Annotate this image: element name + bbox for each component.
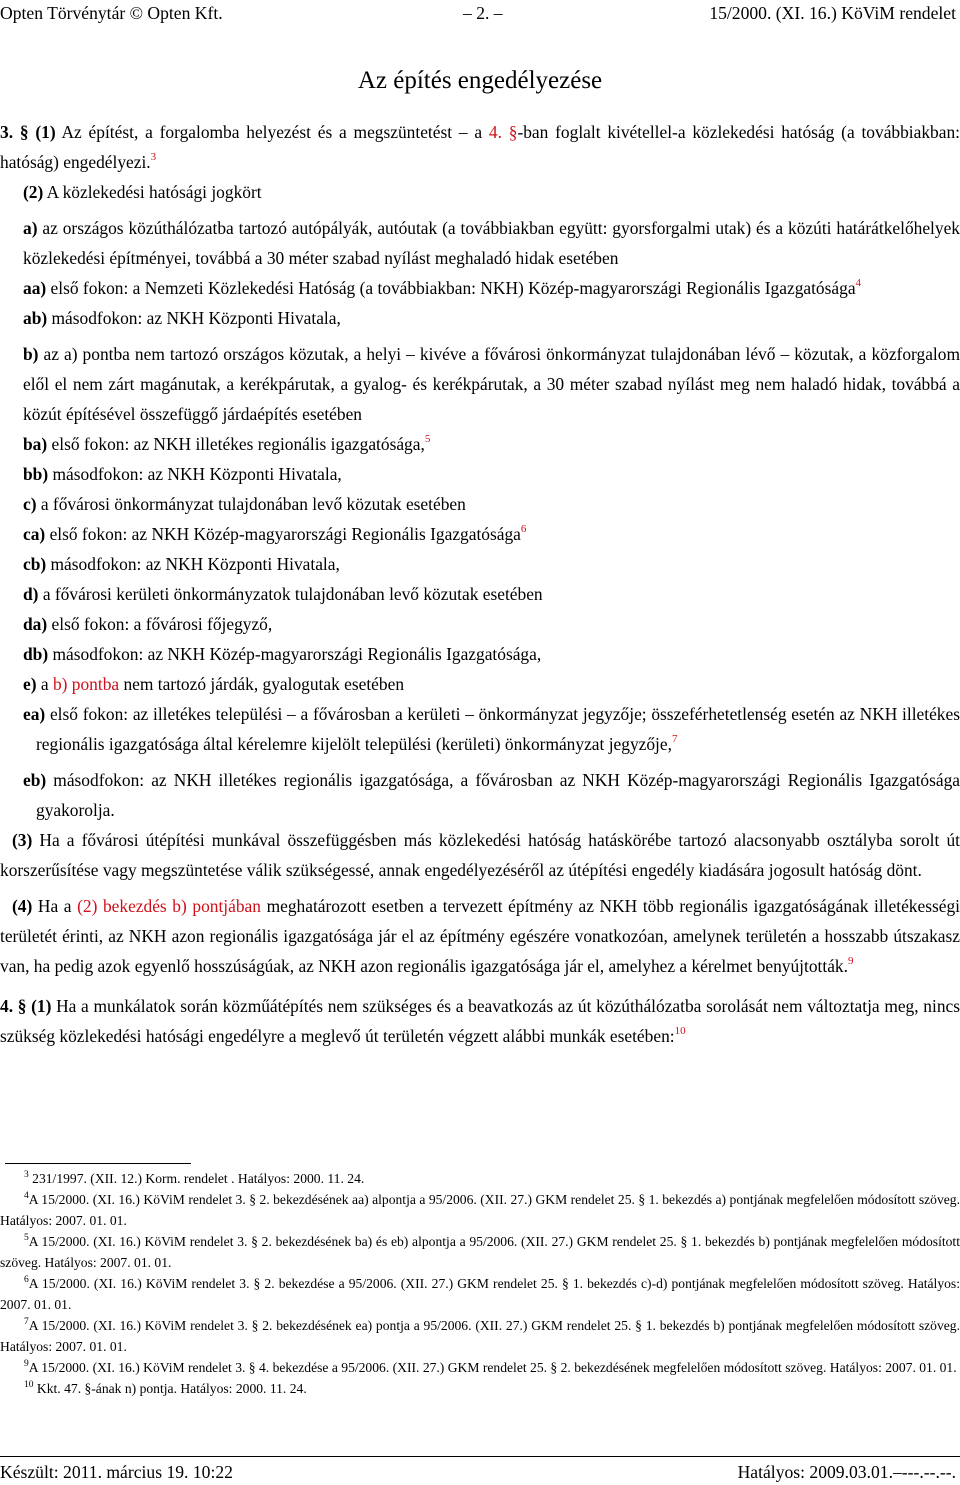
footer-created: Készült: 2011. március 19. 10:22 [0, 1462, 233, 1482]
point-c [0, 489, 960, 519]
point-label: ab) [23, 308, 48, 328]
point-label: c) [23, 494, 37, 514]
point-label: ea) [23, 704, 46, 724]
point-text: nem tartozó járdák, gyalogutak esetében [119, 674, 405, 694]
header-page-number: – 2. – [463, 3, 503, 23]
footnote-separator [5, 1163, 191, 1164]
point-label: a) [23, 218, 38, 238]
point-label: db) [23, 644, 49, 664]
page-header [0, 1, 960, 27]
footnote-3 [0, 1168, 960, 1189]
point-label: b) [23, 344, 39, 364]
footnotes [0, 1168, 960, 1399]
document-body [0, 117, 960, 1051]
paragraph-number: (4) [12, 896, 33, 916]
point-text: első fokon: a fővárosi főjegyző, [47, 614, 273, 634]
paragraph-text: -ban foglalt kivétellel-a közlekedési hatóság (a továbbiakban: hatóság) engedélyezi. [0, 122, 960, 172]
footnote-text: Kkt. 47. §-ának n) pontja. Hatályos: 2000. 11. 24. [36, 1381, 307, 1396]
header-publisher: Opten Törvénytár © Opten Kft. [0, 3, 223, 23]
point-ba [0, 429, 960, 459]
footnote-7 [0, 1315, 960, 1357]
footnote-ref[interactable]: 5 [424, 433, 431, 446]
paragraph-text: Ha a fővárosi útépítési munkával összefüggésben más közlekedési hatóság hatáskörébe tartozó alacsonyabb osztályba sorolt út korszerűsítése vagy megszüntetése válik szükségessé, annak engedélyezéséről az útépítési engedély kiadására jogosult hatóság dönt. [0, 830, 960, 880]
footnote-9 [0, 1357, 960, 1378]
point-text: másodfokon: az NKH Közép-magyarországi Regionális Igazgatósága, [48, 644, 542, 664]
point-label: e) [23, 674, 37, 694]
point-text: másodfokon: az NKH Központi Hivatala, [48, 464, 342, 484]
paragraph-number: 3. § (1) [0, 122, 56, 142]
section-link[interactable]: 4. § [488, 122, 518, 142]
point-text: másodfokon: az NKH illetékes regionális igazgatósága, a fővárosban az NKH Közép-magyarországi Regionális Igazgatósága gyakorolja. [36, 770, 960, 820]
point-ca [0, 519, 960, 549]
paragraph-link[interactable]: (2) bekezdés b) pontjában [77, 896, 261, 916]
point-text: a fővárosi kerületi önkormányzatok tulajdonában levő közutak esetében [38, 584, 543, 604]
point-text: első fokon: az NKH illetékes regionális igazgatósága, [47, 434, 425, 454]
paragraph-3-2 [0, 177, 960, 207]
point-label: bb) [23, 464, 49, 484]
point-e [0, 669, 960, 699]
footnote-ref[interactable]: 7 [671, 733, 678, 746]
point-text: az a) pontba nem tartozó országos közutak, a helyi – kivéve a fővárosi önkormányzat tulajdonában lévő – közutak, a közforgalom elől el nem zárt magánutak, a kerékpárutak, a gyalog- és kerékpárutak, a 30 méter szabad nyílást meg nem haladó hidak, továbbá a közút építésével összefüggő járdaépítés esetében [23, 344, 960, 424]
point-text: a fővárosi önkormányzat tulajdonában levő közutak esetében [36, 494, 466, 514]
paragraph-3-3 [0, 825, 960, 885]
section-title: Az építés engedélyezése [357, 67, 603, 94]
paragraph-text: Ha a [32, 896, 78, 916]
footnote-text: A 15/2000. (XI. 16.) KöViM rendelet 3. § 4. bekezdése a 95/2006. (XII. 27.) GKM rendelet 25. § 2. bekezdésének megfelelően módosított szöveg. Hatályos: 2007. 01. 01. [28, 1360, 957, 1375]
point-label: da) [23, 614, 48, 634]
paragraph-number: 4. § (1) [0, 996, 52, 1016]
paragraph-text: Az építést, a forgalomba helyezést és a megszüntetést – a [55, 122, 489, 142]
point-bb [0, 459, 960, 489]
footnote-ref[interactable]: 6 [520, 523, 527, 536]
point-a [0, 213, 960, 273]
footnote-text: 231/1997. (XII. 12.) Korm. rendelet . Hatályos: 2000. 11. 24. [32, 1171, 365, 1186]
point-label: ba) [23, 434, 48, 454]
footnote-number: 3 [24, 1170, 29, 1181]
header-document-title: 15/2000. (XI. 16.) KöViM rendelet [709, 3, 956, 23]
point-ea [0, 699, 960, 759]
paragraph-3-4 [0, 891, 960, 981]
footnote-ref[interactable]: 9 [847, 955, 854, 968]
footnote-text: A 15/2000. (XI. 16.) KöViM rendelet 3. § 2. bekezdésének aa) alpontja a 95/2006. (XII. 27.) GKM rendelet 25. § 1. bekezdés a) pontjának megfelelően módosított szöveg. Hatályos: 2007. 01. 01. [0, 1192, 960, 1228]
footnote-text: A 15/2000. (XI. 16.) KöViM rendelet 3. § 2. bekezdésének ea) pontja a 95/2006. (XII. 27.) GKM rendelet 25. § 1. bekezdés b) pontjának megfelelően módosított szöveg. Hatályos: 2007. 01. 01. [0, 1318, 960, 1354]
paragraph-text: meghatározott esetben a tervezett építmény az NKH több regionális igazgatóságának illetékességi területét érinti, az NKH azon regionális igazgatósága jár el az építmény egészére vonatkozóan, amelynek területén a hosszabb útszakasz van, ha pedig azok egyenlő hosszúságúak, az NKH azon regionális igazgatósága jár el, amelyhez a kérelmet benyújtották. [0, 896, 960, 976]
footnote-number: 9 [24, 1359, 29, 1370]
footer-effective: Hatályos: 2009.03.01.–---.--.--. [737, 1462, 956, 1482]
point-eb [0, 765, 960, 825]
footnote-number: 10 [24, 1380, 34, 1391]
footnote-5 [0, 1231, 960, 1273]
footnote-10 [0, 1378, 960, 1399]
point-da [0, 609, 960, 639]
paragraph-number: (2) [23, 182, 44, 202]
point-link[interactable]: b) pontba [52, 674, 120, 694]
point-label: eb) [23, 770, 47, 790]
footnote-number: 7 [24, 1317, 29, 1328]
point-db [0, 639, 960, 669]
footnote-text: A 15/2000. (XI. 16.) KöViM rendelet 3. § 2. bekezdése a 95/2006. (XII. 27.) GKM rendelet 25. § 1. bekezdés c)-d) pontjának megfelelően módosított szöveg. Hatályos: 2007. 01. 01. [0, 1276, 960, 1312]
footnote-ref[interactable]: 3 [150, 151, 157, 164]
point-ab [0, 303, 960, 333]
point-label: aa) [23, 278, 47, 298]
point-text: a [36, 674, 53, 694]
footnote-number: 5 [24, 1233, 29, 1244]
point-d [0, 579, 960, 609]
point-text: első fokon: az illetékes települési – a fővárosban a kerületi – önkormányzat jegyzője; összeférhetetlenség esetén az NKH illetékes regionális igazgatósága által kérelemre kijelölt települési (kerületi) önkormányzat jegyzője, [36, 704, 960, 754]
point-text: másodfokon: az NKH Központi Hivatala, [46, 554, 340, 574]
paragraph-text: A közlekedési hatósági jogkört [43, 182, 262, 202]
point-label: cb) [23, 554, 47, 574]
point-cb [0, 549, 960, 579]
footnote-number: 4 [24, 1191, 29, 1202]
point-label: d) [23, 584, 39, 604]
footnote-6 [0, 1273, 960, 1315]
footnote-4 [0, 1189, 960, 1231]
point-text: az országos közúthálózatba tartozó autópályák, autóutak (a továbbiakban együtt: gyorsforgalmi utak) és a közúti határátkelőhelyek közlekedési építményei, továbbá a 30 méter szabad nyílást meghaladó hidak esetében [23, 218, 960, 268]
point-text: első fokon: a Nemzeti Közlekedési Hatóság (a továbbiakban: NKH) Közép-magyarországi Regionális Igazgatósága [46, 278, 856, 298]
point-text: másodfokon: az NKH Központi Hivatala, [47, 308, 341, 328]
footnote-text: A 15/2000. (XI. 16.) KöViM rendelet 3. § 2. bekezdésének ba) és eb) alpontja a 95/2006. (XII. 27.) GKM rendelet 25. § 1. bekezdés b) pontjának megfelelően módosított szöveg. Hatályos: 2007. 01. 01. [0, 1234, 960, 1270]
footnote-number: 6 [24, 1275, 29, 1286]
paragraph-number: (3) [12, 830, 33, 850]
footnote-ref[interactable]: 4 [855, 277, 862, 290]
paragraph-text: Ha a munkálatok során közműátépítés nem szükséges és a beavatkozás az út közúthálózatba sorolását nem változtatja meg, nincs szükség közlekedési hatósági engedélyre a meglevő út területén végzett alábbi munkák esetében: [0, 996, 960, 1046]
footnote-ref[interactable]: 10 [674, 1025, 686, 1038]
point-label: ca) [23, 524, 46, 544]
point-aa [0, 273, 960, 303]
paragraph-4-1 [0, 991, 960, 1051]
paragraph-3-1 [0, 117, 960, 177]
point-b [0, 339, 960, 429]
point-text: első fokon: az NKH Közép-magyarországi Regionális Igazgatósága [45, 524, 521, 544]
footer-separator [0, 1456, 960, 1457]
page-footer [0, 1461, 960, 1485]
